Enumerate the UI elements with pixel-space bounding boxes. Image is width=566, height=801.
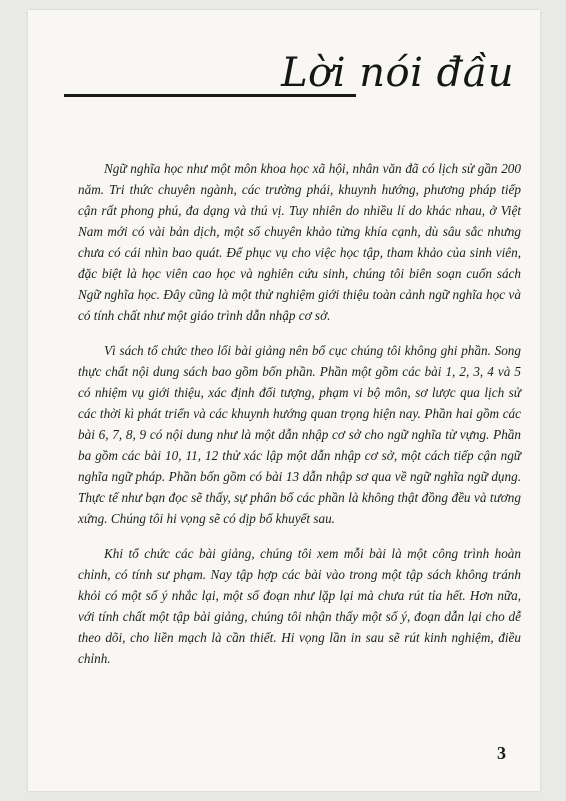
paragraph-1: Ngữ nghĩa học như một môn khoa học xã hội, nhân văn đã có lịch sử gần 200 năm. Tri thức chuyên ngành, các trường phái, khuynh hướng, phương pháp tiếp cận rất phong phú, đa dạng và thú vị. Tuy nhiên do nhiều lí do khác nhau, ở Việt Nam mới có vài bản dịch, một số chuyên khảo từng khía cạnh, dù sâu sắc nhưng chưa có cái nhìn bao quát. Để phục vụ cho việc học tập, tham khảo của sinh viên, đặc biệt là học viên cao học và nghiên cứu sinh, chúng tôi biên soạn cuốn sách Ngữ nghĩa học. Đây cũng là một thử nghiệm giới thiệu toàn cảnh ngữ nghĩa học và có tính chất như một giáo trình dẫn nhập cơ sở. xyxy=(78,161,521,323)
paragraph-3: Khi tổ chức các bài giảng, chúng tôi xem mỗi bài là một công trình hoàn chỉnh, có tính sư phạm. Nay tập hợp các bài vào trong một tập sách không tránh khỏi có một số ý nhắc lại, một số đoạn như lặp lại mà chưa rút tỉa hết. Hơn nữa, với tính chất một tập bài giảng, chúng tôi nhận thấy một số ý, đoạn dẫn lại cho dễ theo dõi, cho liền mạch là cần thiết. Hi vọng lần in sau sẽ rút kinh nghiệm, điều chỉnh. xyxy=(78,546,521,666)
paragraph-2: Vì sách tổ chức theo lối bài giảng nên bố cục chúng tôi không ghi phần. Song thực chất nội dung sách bao gồm bốn phần. Phần một gồm các bài 1, 2, 3, 4 và 5 có nhiệm vụ giới thiệu, xác định đối tượng, phạm vi bộ môn, sơ lược qua lịch sử các thời kì phát triển và các khuynh hướng quan trọng hiện nay. Phần hai gồm các bài 6, 7, 8, 9 có nội dung như là một dẫn nhập cơ sở cho ngữ nghĩa từ vựng. Phần ba gồm các bài 10, 11, 12 thử xác lập một dẫn nhập cơ sở, một cách tiếp cận ngữ nghĩa ngữ pháp. Phần bốn gồm có bài 13 dẫn nhập sơ qua về ngữ nghĩa ngữ dụng. Thực tế như bạn đọc sẽ thấy, sự phân bố các phần là không thật đồng đều và tương xứng. Chúng tôi hi vọng sẽ có dịp bổ khuyết sau. xyxy=(78,343,521,526)
book-page xyxy=(28,10,540,791)
preface-body xyxy=(78,158,521,683)
page-number: 3 xyxy=(497,743,506,763)
page-heading: Lời nói đầu xyxy=(281,50,514,96)
